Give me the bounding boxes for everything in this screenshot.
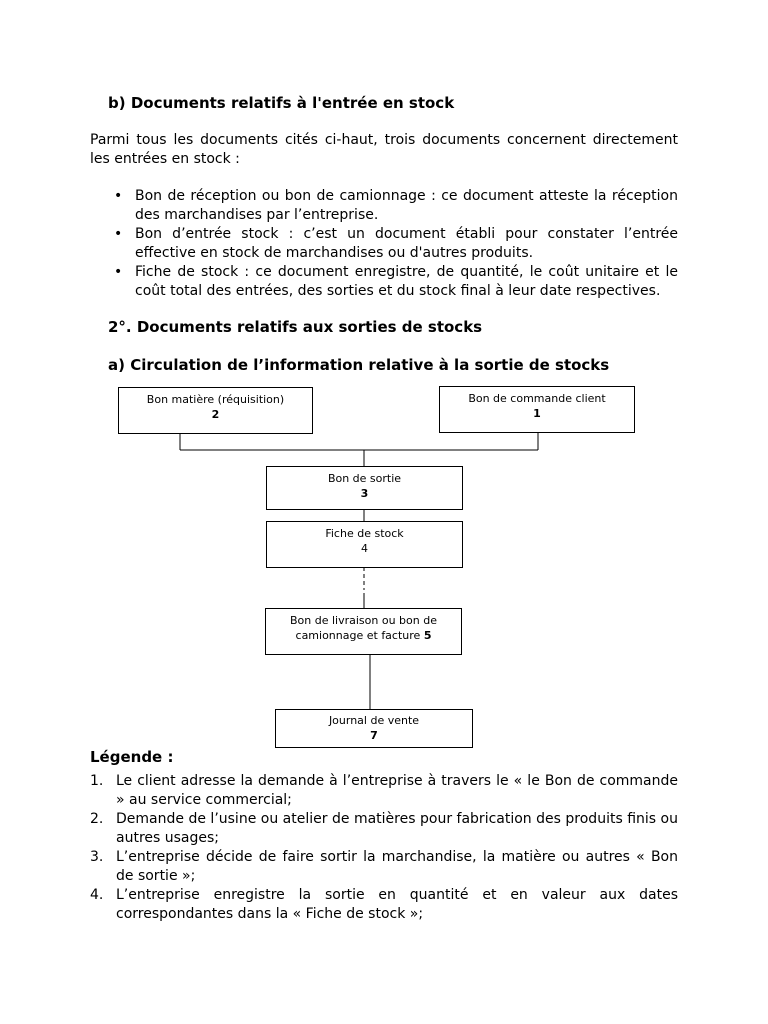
legend-item-number: 2. — [90, 811, 104, 827]
bullet-icon: • — [114, 226, 123, 242]
legend-item-number: 1. — [90, 773, 104, 789]
legend-item-number: 3. — [90, 849, 104, 865]
legend-item-text: Demande de l’usine ou atelier de matières pour fabrication des produits finis ou autres usages; — [116, 811, 678, 846]
box-number: 5 — [423, 629, 432, 642]
legend-item-text: L’entreprise enregistre la sortie en quantité et en valeur aux dates correspondantes dans la « Fiche de stock »; — [116, 887, 678, 922]
section-b-heading: b) Documents relatifs à l'entrée en stock — [108, 94, 455, 112]
bullet-icon: • — [114, 264, 123, 280]
legend-item — [90, 810, 678, 848]
box-number: 1 — [533, 407, 541, 420]
list-item-text: Bon d’entrée stock : c’est un document établi pour constater l’entrée effective en stock de marchandises ou d'autres produits. — [135, 226, 678, 261]
box-label: Bon de sortie — [327, 472, 402, 485]
section-a-heading: a) Circulation de l’information relative à la sortie de stocks — [108, 356, 610, 374]
section-2-heading: 2°. Documents relatifs aux sorties de stocks — [108, 318, 483, 336]
legend-item — [90, 772, 678, 810]
box-journal-de-vente — [275, 709, 473, 748]
box-bon-matiere — [118, 387, 313, 434]
box-number: 2 — [211, 408, 220, 421]
box-bon-de-sortie — [266, 466, 463, 510]
legend-item-number: 4. — [90, 887, 104, 903]
legend-list — [90, 772, 678, 924]
box-number: 3 — [360, 487, 369, 500]
box-bon-de-livraison — [265, 608, 462, 655]
legend-item — [90, 848, 678, 886]
box-bon-commande-client — [439, 386, 635, 433]
section-b-intro: Parmi tous les documents cités ci-haut, trois documents concernent directement les entrées en stock : — [90, 132, 678, 167]
legend-item-text: L’entreprise décide de faire sortir la marchandise, la matière ou autres « Bon de sortie »; — [116, 849, 678, 884]
box-label-line1: Bon de livraison ou bon de — [290, 614, 437, 627]
list-item-text: Fiche de stock : ce document enregistre, de quantité, le coût unitaire et le coût total des entrées, des sorties et du stock final à leur date respectives. — [135, 264, 678, 299]
list-item-text: Bon de réception ou bon de camionnage : ce document atteste la réception des marchandises par l’entreprise. — [135, 188, 678, 223]
legend-item-text: Le client adresse la demande à l’entreprise à travers le « le Bon de commande » au service commercial; — [116, 773, 678, 808]
box-label: Fiche de stock — [325, 527, 404, 540]
box-number: 7 — [370, 729, 378, 742]
box-fiche-de-stock — [266, 521, 463, 568]
box-label-line2: camionnage et facture — [295, 629, 421, 642]
legend-title: Légende : — [90, 748, 174, 766]
legend-item — [90, 886, 678, 924]
box-label: Bon matière (réquisition) — [146, 393, 285, 406]
box-label: Journal de vente — [328, 714, 420, 727]
box-number: 4 — [361, 542, 368, 555]
box-label: Bon de commande client — [468, 392, 606, 405]
bullet-icon: • — [114, 188, 123, 204]
